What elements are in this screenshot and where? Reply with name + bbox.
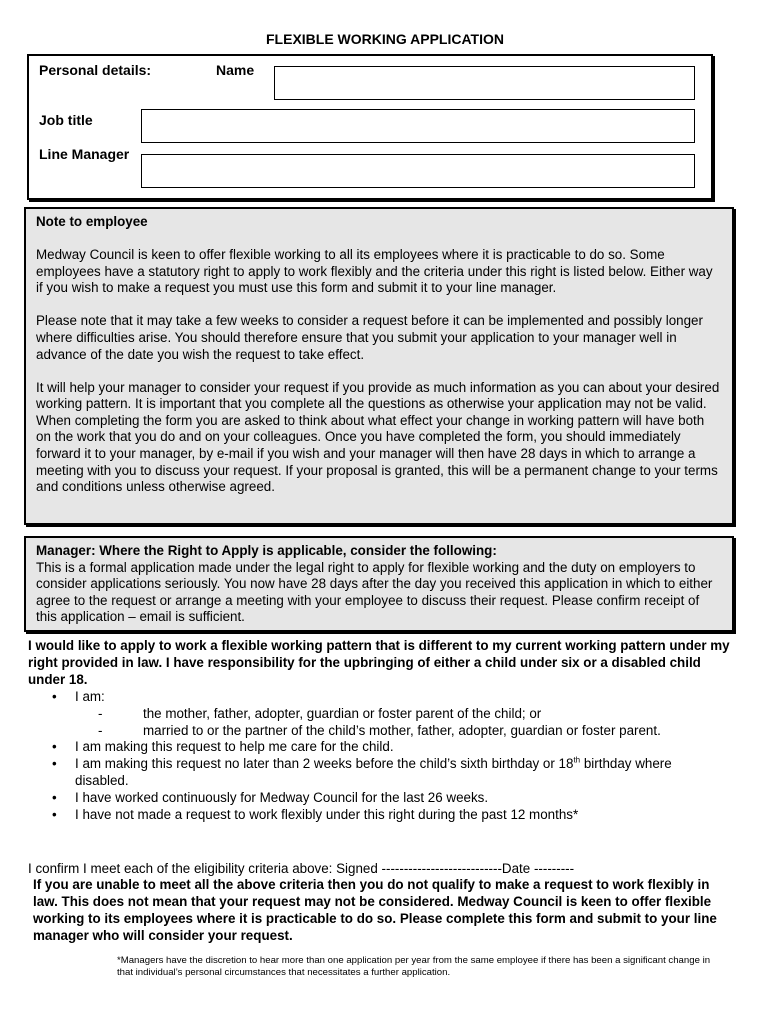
form-title: FLEXIBLE WORKING APPLICATION	[266, 31, 504, 47]
bullet-icon: •	[52, 789, 57, 805]
ordinal-suffix: th	[573, 755, 581, 765]
bullet-icon: •	[52, 756, 57, 772]
dash-icon: -	[98, 722, 103, 738]
personal-details-section	[27, 54, 713, 200]
manager-body: This is a formal application made under the legal right to apply for flexible working and the duty on employers to consider applications seriously. You now have 28 days after the day you received this application in which to either agree to the request or arrange a meeting with your employee to discuss their request. Please confirm receipt of this application – email is sufficient.	[36, 559, 713, 625]
list-item	[52, 756, 712, 790]
dash-icon: -	[98, 705, 103, 721]
name-label: Name	[216, 62, 255, 78]
note-heading: Note to employee	[36, 214, 148, 229]
list-item	[52, 790, 712, 807]
job-title-label: Job title	[39, 112, 93, 128]
list-item	[52, 689, 712, 706]
apply-statement: I would like to apply to work a flexible working pattern that is different to my current working pattern under my right provided in law. I have responsibility for the upbringing of either a child under six or a disabled child under 18.	[28, 638, 730, 687]
list-item	[52, 706, 712, 723]
note-to-employee-box	[24, 207, 734, 525]
bullet-icon: •	[52, 739, 57, 755]
footnote: *Managers have the discretion to hear more than one application per year from the same employee if there has been a significant change in that individual’s personal circumstances that necessitates a further application.	[117, 955, 711, 978]
manager-heading: Manager: Where the Right to Apply is applicable, consider the following:	[36, 543, 497, 558]
list-item	[52, 739, 712, 756]
confirm-signature-line[interactable]: I confirm I meet each of the eligibility criteria above: Signed ---------------------------Date ---------	[28, 861, 575, 876]
criteria-worked: I have worked continuously for Medway Council for the last 26 weeks.	[75, 789, 489, 805]
list-item	[52, 807, 712, 824]
eligibility-warning: If you are unable to meet all the above criteria then you do not qualify to make a request to work flexibly in law. This does not mean that your request may not be considered. Medway Council is keen to offer flexible working to its employees where it is practicable to do so. Please complete this form and submit to your line manager who will consider your request.	[33, 877, 717, 943]
name-field[interactable]	[274, 66, 695, 100]
criteria-birthday-text: I am making this request no later than 2 weeks before the child’s sixth birthday or 18	[75, 756, 574, 772]
criteria-care: I am making this request to help me care for the child.	[75, 739, 394, 755]
criteria-not-made: I have not made a request to work flexibly under this right during the past 12 months*	[75, 806, 579, 822]
criteria-birthday	[75, 756, 672, 788]
job-title-field[interactable]	[141, 109, 695, 143]
criteria-sub-item: the mother, father, adopter, guardian or foster parent of the child; or	[143, 705, 542, 721]
line-manager-label: Line Manager	[39, 146, 130, 162]
note-paragraph: Please note that it may take a few weeks to consider a request before it can be implemented and possibly longer where difficulties arise. You should therefore ensure that you submit your application to your manager well in advance of the date you wish the request to take effect.	[36, 313, 703, 362]
bullet-icon: •	[52, 806, 57, 822]
line-manager-field[interactable]	[141, 154, 695, 188]
criteria-sub-item: married to or the partner of the child’s mother, father, adopter, guardian or foster parent.	[143, 722, 661, 738]
eligibility-criteria-list	[52, 689, 712, 823]
manager-box	[24, 536, 734, 632]
list-item	[52, 723, 712, 740]
personal-details-label: Personal details:	[39, 62, 152, 78]
criteria-i-am: I am:	[75, 689, 105, 704]
note-paragraph: It will help your manager to consider your request if you provide as much information as you can about your desired working pattern. It is important that you complete all the questions as otherwise your application may not be valid. When completing the form you are asked to think about what effect your change in working pattern will have both on the work that you do and on your colleagues. Once you have completed the form, you should immediately forward it to your manager, by e-mail if you wish and your manager will then have 28 days in which to arrange a meeting with you to discuss your request. If your proposal is granted, this will be a permanent change to your terms and conditions unless otherwise agreed.	[36, 379, 720, 495]
criteria-birthday-text-end: birthday where disabled.	[75, 756, 672, 788]
bullet-icon: •	[52, 689, 57, 704]
note-paragraph: Medway Council is keen to offer flexible working to all its employees where it is practicable to do so. Some employees have a statutory right to apply to work flexibly and the criteria under this right is listed below. Either way if you wish to make a request you must use this form and submit it to your line manager.	[36, 247, 713, 296]
